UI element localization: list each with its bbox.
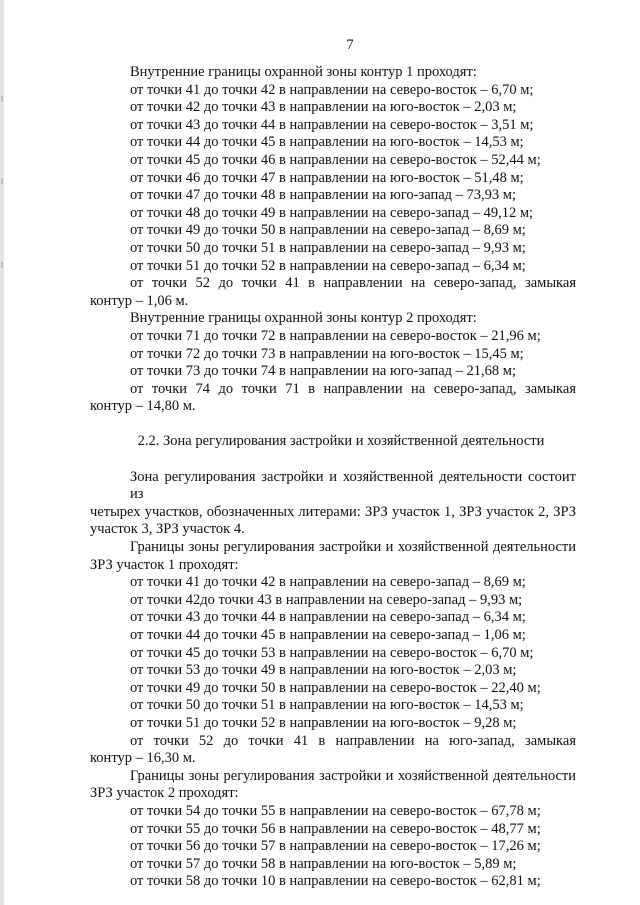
page-number: 7: [346, 37, 354, 53]
boundary-line: от точки 50 до точки 51 в направлении на северо-запад – 9,93 м;: [130, 239, 526, 256]
section-title: 2.2. Зона регулирования застройки и хозяйственной деятельности: [137, 433, 545, 450]
plot2-heading: Границы зоны регулирования застройки и хозяйственной деятельности: [130, 767, 576, 784]
boundary-line: от точки 54 до точки 55 в направлении на северо-восток – 67,78 м;: [130, 802, 541, 819]
boundary-line: от точки 51 до точки 52 в направлении на юго-восток – 9,28 м;: [130, 714, 517, 731]
scan-mark: [1, 262, 3, 268]
plot1-heading: Границы зоны регулирования застройки и хозяйственной деятельности: [130, 539, 576, 556]
scan-edge: [0, 0, 4, 905]
intro-line: четырех участков, обозначенных литерами: ЗРЗ участок 1, ЗРЗ участок 2, ЗРЗ: [90, 503, 576, 520]
boundary-line: от точки 49 до точки 50 в направлении на северо-запад – 8,69 м;: [130, 222, 526, 239]
boundary-line: от точки 41 до точки 42 в направлении на северо-восток – 6,70 м;: [130, 81, 534, 98]
boundary-line: от точки 44 до точки 45 в направлении на юго-восток – 14,53 м;: [130, 134, 524, 151]
closing-line-continuation: контур – 1,06 м.: [90, 292, 189, 309]
boundary-line: от точки 57 до точки 58 в направлении на юго-восток – 5,89 м;: [130, 855, 517, 872]
boundary-line: от точки 72 до точки 73 в направлении на юго-восток – 15,45 м;: [130, 345, 524, 362]
plot2-heading-continuation: ЗРЗ участок 2 проходят:: [90, 785, 239, 802]
boundary-line: от точки 71 до точки 72 в направлении на северо-восток – 21,96 м;: [130, 327, 541, 344]
closing-line: от точки 52 до точки 41 в направлении на юго-запад, замыкая: [130, 732, 576, 749]
plot1-heading-continuation: ЗРЗ участок 1 проходят:: [90, 556, 239, 573]
boundary-line: от точки 45 до точки 53 в направлении на северо-восток – 6,70 м;: [130, 644, 534, 661]
boundary-line: от точки 51 до точки 52 в направлении на северо-запад – 6,34 м;: [130, 257, 526, 274]
boundary-line: от точки 42 до точки 43 в направлении на юго-восток – 2,03 м;: [130, 99, 517, 116]
document-body: [90, 64, 576, 891]
contour1-heading: Внутренние границы охранной зоны контур 1 проходят:: [130, 64, 477, 80]
boundary-line: от точки 42до точки 43 в направлении на северо-запад – 9,93 м;: [130, 591, 523, 608]
boundary-line: от точки 58 до точки 10 в направлении на северо-восток – 62,81 м;: [130, 873, 541, 890]
boundary-line: от точки 41 до точки 42 в направлении на северо-запад – 8,69 м;: [130, 574, 526, 591]
boundary-line: от точки 43 до точки 44 в направлении на северо-восток – 3,51 м;: [130, 116, 534, 133]
boundary-line: от точки 45 до точки 46 в направлении на северо-восток – 52,44 м;: [130, 151, 541, 168]
boundary-line: от точки 43 до точки 44 в направлении на северо-запад – 6,34 м;: [130, 609, 526, 626]
closing-line-continuation: контур – 14,80 м.: [90, 398, 196, 415]
boundary-line: от точки 55 до точки 56 в направлении на северо-восток – 48,77 м;: [130, 820, 541, 837]
closing-line-continuation: контур – 16,30 м.: [90, 750, 196, 767]
contour2-heading: Внутренние границы охранной зоны контур 2 проходят:: [130, 310, 477, 327]
boundary-line: от точки 48 до точки 49 в направлении на северо-запад – 49,12 м;: [130, 204, 534, 221]
boundary-line: от точки 50 до точки 51 в направлении на юго-восток – 14,53 м;: [130, 697, 524, 714]
scan-mark: [1, 178, 3, 184]
closing-line: от точки 74 до точки 71 в направлении на северо-запад, замыкая: [130, 380, 576, 397]
intro-line: участок 3, ЗРЗ участок 4.: [90, 521, 245, 538]
intro-line: Зона регулирования застройки и хозяйственной деятельности состоит из: [130, 468, 576, 503]
boundary-line: от точки 44 до точки 45 в направлении на северо-запад – 1,06 м;: [130, 627, 526, 643]
boundary-line: от точки 53 до точки 49 в направлении на юго-восток – 2,03 м;: [130, 662, 517, 679]
closing-line: от точки 52 до точки 41 в направлении на северо-запад, замыкая: [130, 275, 576, 292]
scan-mark: [1, 96, 3, 102]
boundary-line: от точки 73 до точки 74 в направлении на юго-запад – 21,68 м;: [130, 363, 516, 380]
boundary-line: от точки 49 до точки 50 в направлении на северо-восток – 22,40 м;: [130, 679, 541, 696]
boundary-line: от точки 47 до точки 48 в направлении на юго-запад – 73,93 м;: [130, 187, 516, 204]
boundary-line: от точки 46 до точки 47 в направлении на юго-восток – 51,48 м;: [130, 169, 524, 186]
boundary-line: от точки 56 до точки 57 в направлении на северо-восток – 17,26 м;: [130, 838, 541, 855]
